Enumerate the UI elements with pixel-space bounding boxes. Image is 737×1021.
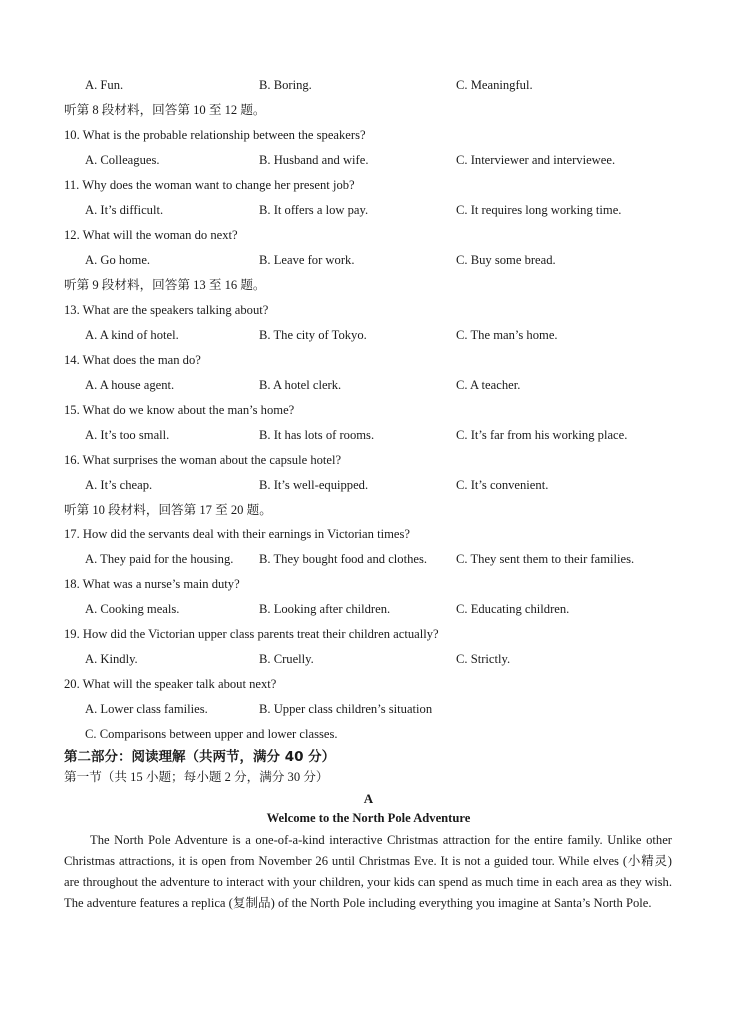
option-b: B. A hotel clerk. [259,378,342,392]
question-14: 14. What does the man do? [64,353,201,367]
question-20: 20. What will the speaker talk about next? [64,677,277,691]
option-c: C. It’s far from his working place. [456,428,628,442]
question-17: 17. How did the servants deal with their earnings in Victorian times? [64,527,410,541]
option-a: A. It’s difficult. [85,203,164,217]
passage-title: Welcome to the North Pole Adventure [266,811,471,825]
question-18: 18. What was a nurse’s main duty? [64,577,240,591]
question-16: 16. What surprises the woman about the capsule hotel? [64,453,342,467]
option-c: C. Buy some bread. [456,253,556,267]
passage-text: The North Pole Adventure is a one-of-a-kind interactive Christmas attraction for the entire family. Unlike other Christmas attractions, it is open from November 26 until Christmas Eve. It is not a guided tour. While elves (小精灵) are throughout the adventure to interact with your children, your kids can spend as much time in each area as they wish. The adventure features a replica (复制品) of the North Pole including everything you imagine at Santa’s North Pole. [64,833,672,910]
option-a: A. Go home. [85,253,151,267]
option-c: C. A teacher. [456,378,521,392]
option-b: B. The city of Tokyo. [259,328,367,342]
option-a: A. A kind of hotel. [85,328,179,342]
option-b: B. Upper class children’s situation [259,702,433,716]
option-a: A. Lower class families. [85,702,208,716]
option-b: B. Cruelly. [259,652,314,666]
option-a: A. A house agent. [85,378,175,392]
option-a: A. Kindly. [85,652,138,666]
option-a: A. It’s too small. [85,428,170,442]
listening-instruction: 听第 10 段材料，回答第 17 至 20 题。 [64,503,272,517]
question-13: 13. What are the speakers talking about? [64,303,269,317]
option-a: A. Fun. [85,78,124,92]
passage-letter: A [363,791,374,806]
question-10: 10. What is the probable relationship between the speakers? [64,128,366,142]
option-b: B. They bought food and clothes. [259,552,428,566]
option-b: B. Husband and wife. [259,153,369,167]
passage-body [64,830,672,914]
option-c: C. It requires long working time. [456,203,622,217]
option-a: A. It’s cheap. [85,478,153,492]
option-b: B. Looking after children. [259,602,391,616]
option-c: C. Comparisons between upper and lower classes. [85,727,338,741]
option-c: C. They sent them to their families. [456,552,635,566]
listening-instruction: 听第 9 段材料，回答第 13 至 16 题。 [64,278,266,292]
question-12: 12. What will the woman do next? [64,228,238,242]
option-b: B. It has lots of rooms. [259,428,375,442]
option-c: C. Educating children. [456,602,570,616]
option-b: B. It offers a low pay. [259,203,369,217]
question-19: 19. How did the Victorian upper class parents treat their children actually? [64,627,439,641]
section-title: 第二部分：阅读理解（共两节，满分 40 分） [64,749,336,765]
option-a: A. Colleagues. [85,153,160,167]
option-b: B. It’s well-equipped. [259,478,369,492]
option-a: A. Cooking meals. [85,602,180,616]
option-a: A. They paid for the housing. [85,552,234,566]
question-15: 15. What do we know about the man’s home? [64,403,295,417]
option-c: C. The man’s home. [456,328,558,342]
section-subtitle: 第一节（共 15 小题；每小题 2 分，满分 30 分） [64,770,329,784]
option-b: B. Leave for work. [259,253,355,267]
question-11: 11. Why does the woman want to change her present job? [64,178,355,192]
option-c: C. Interviewer and interviewee. [456,153,616,167]
option-b: B. Boring. [259,78,312,92]
option-c: C. It’s convenient. [456,478,549,492]
option-c: C. Strictly. [456,652,511,666]
option-c: C. Meaningful. [456,78,533,92]
listening-instruction: 听第 8 段材料，回答第 10 至 12 题。 [64,103,266,117]
